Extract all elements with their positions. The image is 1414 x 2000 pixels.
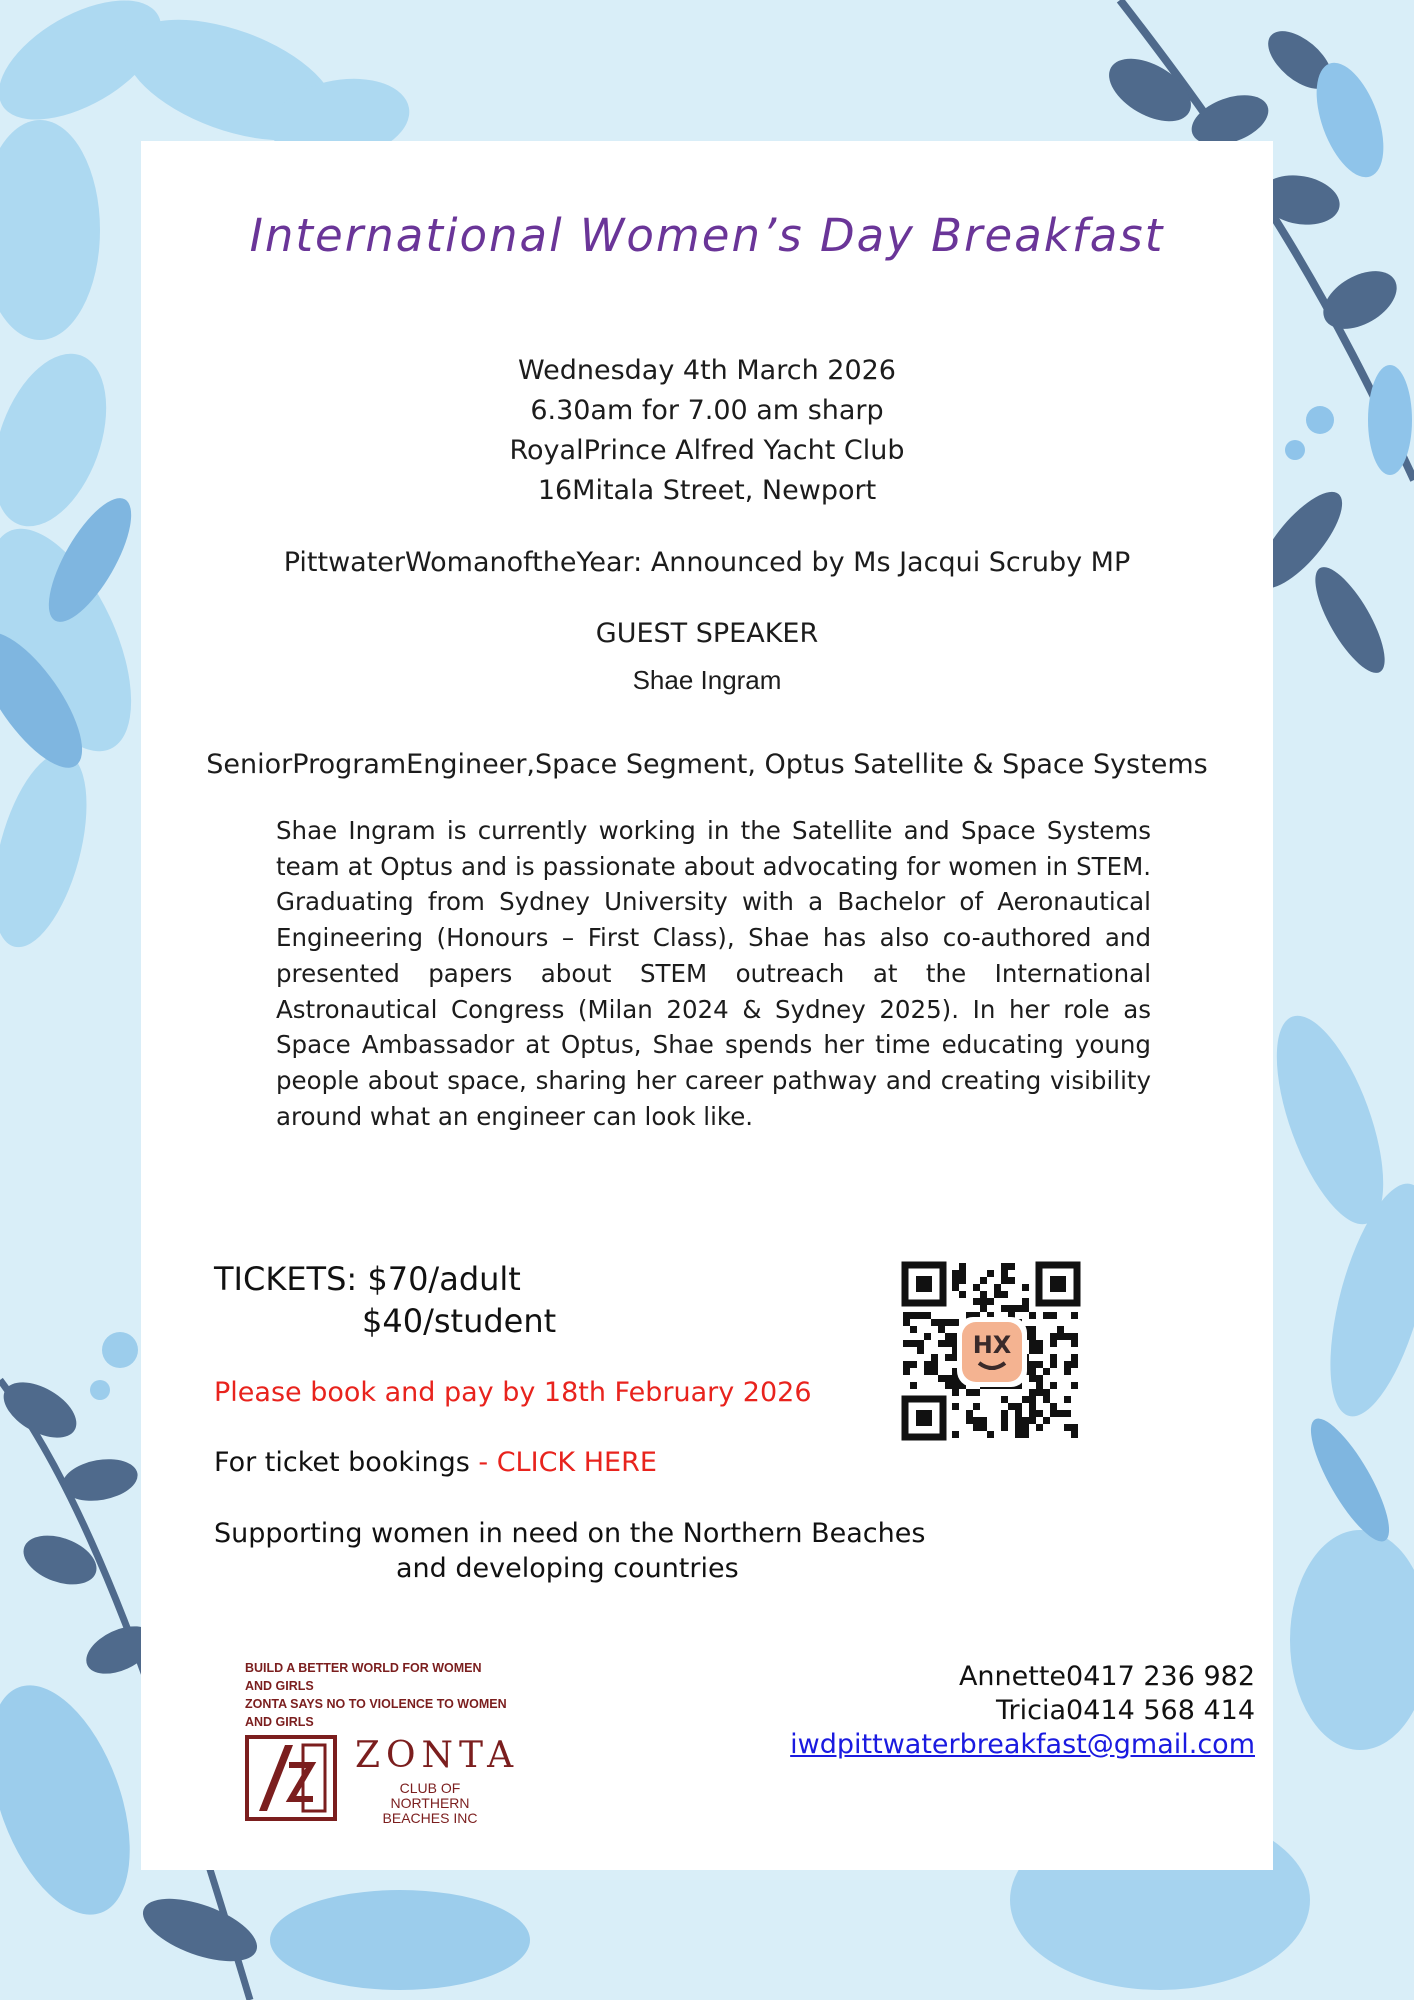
guest-speaker-name: Shae Ingram — [632, 665, 782, 695]
qr-module — [1064, 1361, 1071, 1368]
qr-module — [917, 1312, 924, 1319]
qr-module — [1029, 1389, 1036, 1396]
qr-module — [924, 1361, 931, 1368]
qr-module — [1043, 1389, 1050, 1396]
qr-module — [952, 1382, 959, 1389]
zonta-club-line-3: BEACHES INC — [382, 1810, 478, 1826]
qr-module — [980, 1298, 987, 1305]
zonta-tagline-2: AND GIRLS — [245, 1679, 314, 1693]
ticket-booking-line — [214, 1447, 657, 1478]
support-line-2: and developing countries — [396, 1553, 739, 1584]
qr-module — [1022, 1305, 1029, 1312]
qr-module — [1015, 1403, 1022, 1410]
qr-module — [1050, 1340, 1057, 1347]
qr-module — [1057, 1326, 1064, 1333]
qr-module — [1001, 1410, 1008, 1417]
ticket-student-price: $40/student — [362, 1302, 557, 1340]
qr-module — [903, 1312, 910, 1319]
qr-module — [1050, 1354, 1057, 1361]
qr-module — [924, 1368, 931, 1375]
qr-module — [910, 1312, 917, 1319]
qr-module — [1029, 1333, 1036, 1340]
qr-module — [931, 1368, 938, 1375]
qr-module — [1043, 1368, 1050, 1375]
qr-module — [952, 1319, 959, 1326]
ticket-prices — [214, 1258, 556, 1342]
event-time: 6.30am for 7.00 am sharp — [530, 395, 884, 426]
qr-module — [959, 1291, 966, 1298]
qr-module — [1029, 1340, 1036, 1347]
qr-module — [1015, 1410, 1022, 1417]
qr-module — [945, 1382, 952, 1389]
contact-email-link[interactable]: iwdpittwaterbreakfast@gmail.com — [790, 1729, 1255, 1760]
qr-module — [966, 1417, 973, 1424]
qr-module — [959, 1263, 966, 1270]
qr-module — [1001, 1270, 1008, 1277]
qr-module — [1022, 1424, 1029, 1431]
qr-module — [980, 1277, 987, 1284]
qr-module — [959, 1270, 966, 1277]
qr-module — [938, 1375, 945, 1382]
qr-module — [945, 1319, 952, 1326]
qr-module — [1071, 1431, 1078, 1438]
event-venue: RoyalPrince Alfred Yacht Club — [509, 435, 905, 466]
qr-module — [1001, 1417, 1008, 1424]
qr-module — [973, 1284, 980, 1291]
qr-module — [1022, 1396, 1029, 1403]
qr-module — [1057, 1410, 1064, 1417]
qr-module — [980, 1417, 987, 1424]
qr-code-graphic — [889, 1249, 1095, 1455]
qr-module — [1036, 1424, 1043, 1431]
zonta-logo — [245, 1659, 545, 1839]
booking-prefix: For ticket bookings — [214, 1447, 470, 1478]
zonta-tagline-3: ZONTA SAYS NO TO VIOLENCE TO WOMEN — [245, 1697, 507, 1711]
qr-module — [1015, 1424, 1022, 1431]
qr-module — [1064, 1424, 1071, 1431]
qr-module — [987, 1298, 994, 1305]
qr-module — [1022, 1298, 1029, 1305]
qr-module — [1064, 1410, 1071, 1417]
qr-module — [910, 1382, 917, 1389]
qr-module — [1050, 1403, 1057, 1410]
qr-module — [1036, 1347, 1043, 1354]
qr-module — [973, 1417, 980, 1424]
qr-module — [1001, 1424, 1008, 1431]
guest-speaker-bio: Shae Ingram is currently working in the Satellite and Space Systems team at Optus and is passionate about advocating for women in STEM. Graduating from Sydney University with a Bachelor of Aeronautical Engineering (Honours – First Class), Shae has also co-authored and presented papers about STEM outreach at the International Astronautical Congress (Milan 2024 & Sydney 2025). In her role as Space Ambassador at Optus, Shae spends her time educating young people about space, sharing her career pathway and creating visibility around what an engineer can look like. — [276, 816, 1151, 1131]
qr-module — [952, 1284, 959, 1291]
qr-module — [1022, 1431, 1029, 1438]
qr-module — [1008, 1263, 1015, 1270]
booking-deadline: Please book and pay by 18th February 2026 — [214, 1377, 812, 1408]
zonta-club-line-1: CLUB OF — [399, 1780, 461, 1796]
qr-module — [903, 1361, 910, 1368]
qr-module — [945, 1375, 952, 1382]
qr-module — [1071, 1424, 1078, 1431]
qr-module — [938, 1326, 945, 1333]
qr-module — [952, 1431, 959, 1438]
qr-module — [1001, 1305, 1008, 1312]
event-address: 16Mitala Street, Newport — [537, 475, 877, 506]
qr-module — [931, 1319, 938, 1326]
qr-module — [1043, 1417, 1050, 1424]
qr-module — [1022, 1417, 1029, 1424]
qr-module — [1029, 1403, 1036, 1410]
contact-tricia: Tricia0414 568 414 — [996, 1695, 1255, 1726]
qr-module — [938, 1319, 945, 1326]
qr-module — [952, 1403, 959, 1410]
qr-module — [1001, 1277, 1008, 1284]
qr-module — [1071, 1361, 1078, 1368]
qr-module — [980, 1424, 987, 1431]
qr-module — [1071, 1312, 1078, 1319]
zonta-tagline-4: AND GIRLS — [245, 1715, 314, 1729]
qr-module — [938, 1340, 945, 1347]
qr-module — [987, 1270, 994, 1277]
qr-module — [973, 1298, 980, 1305]
zonta-club-name — [375, 1781, 485, 1826]
click-here-link[interactable]: - CLICK HERE — [469, 1447, 657, 1478]
qr-module — [973, 1424, 980, 1431]
zonta-tagline-1: BUILD A BETTER WORLD FOR WOMEN — [245, 1661, 482, 1675]
qr-module — [1036, 1361, 1043, 1368]
qr-module — [1015, 1305, 1022, 1312]
qr-module — [1008, 1403, 1015, 1410]
qr-module — [1050, 1410, 1057, 1417]
qr-module — [1064, 1368, 1071, 1375]
qr-module — [1043, 1312, 1050, 1319]
qr-module — [1015, 1431, 1022, 1438]
qr-module — [994, 1284, 1001, 1291]
support-statement — [214, 1516, 925, 1586]
event-details — [141, 351, 1273, 511]
qr-module — [1029, 1410, 1036, 1417]
zonta-emblem-icon — [245, 1735, 341, 1821]
qr-module — [1057, 1333, 1064, 1340]
qr-module — [1015, 1417, 1022, 1424]
zonta-brand-name: ZONTA — [355, 1735, 520, 1776]
qr-badge-text: HX — [972, 1331, 1012, 1359]
qr-module — [1029, 1312, 1036, 1319]
guest-speaker-role: SeniorProgramEngineer,Space Segment, Optus Satellite & Space Systems — [206, 749, 1208, 780]
qr-module — [1008, 1277, 1015, 1284]
qr-module — [1071, 1354, 1078, 1361]
qr-module — [1036, 1382, 1043, 1389]
qr-module — [973, 1389, 980, 1396]
qr-module — [945, 1333, 952, 1340]
qr-module — [1036, 1389, 1043, 1396]
event-date: Wednesday 4th March 2026 — [518, 355, 896, 386]
qr-module — [910, 1340, 917, 1347]
qr-module — [945, 1354, 952, 1361]
contact-annette: Annette0417 236 982 — [958, 1661, 1255, 1692]
qr-module — [1029, 1396, 1036, 1403]
qr-module — [910, 1326, 917, 1333]
qr-module — [1029, 1417, 1036, 1424]
qr-module — [973, 1403, 980, 1410]
qr-module — [1071, 1382, 1078, 1389]
support-line-1: Supporting women in need on the Northern Beaches — [214, 1518, 926, 1549]
qr-module — [1036, 1340, 1043, 1347]
qr-module — [966, 1410, 973, 1417]
qr-module — [952, 1270, 959, 1277]
qr-module — [1036, 1375, 1043, 1382]
qr-module — [910, 1361, 917, 1368]
qr-module — [994, 1291, 1001, 1298]
qr-module — [1029, 1347, 1036, 1354]
qr-module — [1022, 1284, 1029, 1291]
qr-module — [903, 1368, 910, 1375]
qr-module — [1029, 1375, 1036, 1382]
qr-module — [952, 1389, 959, 1396]
qr-module — [1071, 1340, 1078, 1347]
award-announcement: PittwaterWomanoftheYear: Announced by Ms Jacqui Scruby MP — [283, 547, 1131, 578]
qr-module — [1036, 1410, 1043, 1417]
qr-module — [966, 1389, 973, 1396]
qr-module — [1050, 1361, 1057, 1368]
qr-module — [1001, 1263, 1008, 1270]
qr-module — [1043, 1396, 1050, 1403]
qr-module — [1050, 1333, 1057, 1340]
qr-module — [1029, 1361, 1036, 1368]
qr-module — [959, 1277, 966, 1284]
qr-module — [1064, 1396, 1071, 1403]
event-title: International Women’s Day Breakfast — [249, 209, 1165, 262]
qr-module — [1008, 1305, 1015, 1312]
qr-module — [1064, 1333, 1071, 1340]
qr-module — [987, 1431, 994, 1438]
qr-module — [924, 1312, 931, 1319]
qr-module — [1001, 1291, 1008, 1298]
qr-module — [931, 1361, 938, 1368]
qr-module — [1029, 1326, 1036, 1333]
qr-module — [980, 1305, 987, 1312]
qr-module — [903, 1319, 910, 1326]
qr-module — [952, 1277, 959, 1284]
qr-module — [931, 1354, 938, 1361]
qr-module — [917, 1340, 924, 1347]
qr-module — [980, 1291, 987, 1298]
qr-module — [945, 1340, 952, 1347]
contact-details — [790, 1660, 1255, 1762]
booking-qr-code[interactable] — [889, 1249, 1095, 1455]
qr-module — [1029, 1368, 1036, 1375]
qr-module — [903, 1340, 910, 1347]
ticket-adult-price: TICKETS: $70/adult — [214, 1260, 521, 1298]
qr-module — [1001, 1396, 1008, 1403]
qr-module — [1071, 1333, 1078, 1340]
qr-module — [1050, 1312, 1057, 1319]
guest-speaker-label: GUEST SPEAKER — [595, 618, 819, 649]
qr-module — [924, 1333, 931, 1340]
zonta-club-line-2: NORTHERN — [390, 1795, 470, 1811]
flyer-card — [141, 141, 1273, 1870]
qr-module — [1050, 1382, 1057, 1389]
qr-module — [917, 1347, 924, 1354]
